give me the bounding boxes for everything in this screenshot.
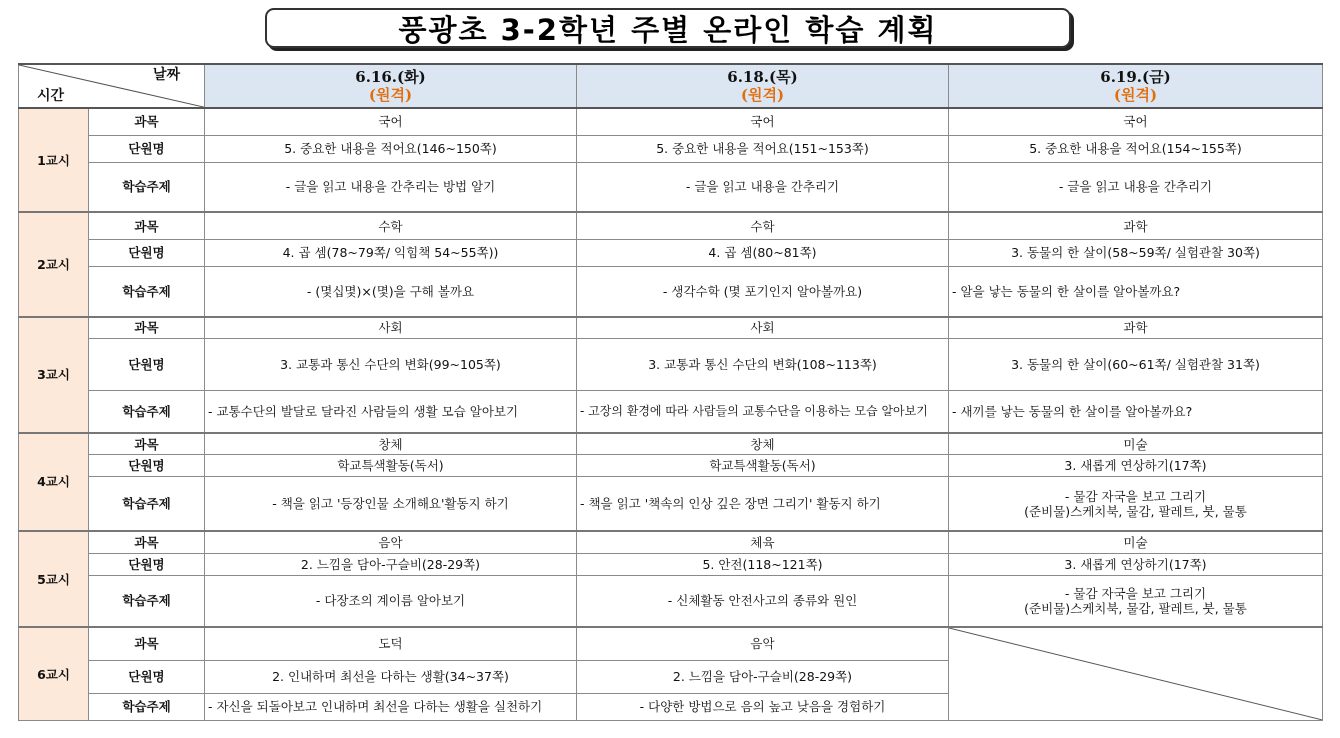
unit-cell: 3. 교통과 통신 수단의 변화(108~113쪽): [577, 339, 949, 391]
unit-cell: 3. 새롭게 연상하기(17쪽): [949, 455, 1323, 477]
subject-cell: 음악: [205, 531, 577, 553]
day-mode: (원격): [740, 86, 785, 105]
table-row: [19, 162, 1323, 212]
table-row: [19, 212, 1323, 239]
day-date: 6.18.(목): [727, 68, 798, 87]
table-row: [19, 553, 1323, 575]
page-title-box: [265, 8, 1071, 48]
subject-cell: 국어: [577, 108, 949, 135]
subject-cell: 수학: [577, 212, 949, 239]
table-row: [19, 108, 1323, 135]
topic-cell: - 다양한 방법으로 음의 높고 낮음을 경험하기: [577, 693, 949, 720]
row-label-unit: 단원명: [89, 660, 205, 693]
period-label-6: 6교시: [19, 627, 89, 720]
table-header-row: [19, 64, 1323, 108]
period-label-4: 4교시: [19, 433, 89, 531]
subject-cell: 국어: [205, 108, 577, 135]
table-row: [19, 317, 1323, 339]
subject-cell: 도덕: [205, 627, 577, 660]
topic-cell: - 책을 읽고 '책속의 인상 깊은 장면 그리기' 활동지 하기: [577, 477, 949, 531]
table-row: [19, 266, 1323, 316]
unit-cell: 3. 새롭게 연상하기(17쪽): [949, 553, 1323, 575]
row-label-subject: 과목: [89, 627, 205, 660]
topic-line: - 물감 자국을 보고 그리기: [1064, 488, 1207, 504]
unit-cell: 학교특색활동(독서): [577, 455, 949, 477]
unit-cell: 학교특색활동(독서): [205, 455, 577, 477]
row-label-subject: 과목: [89, 433, 205, 455]
day-date: 6.19.(금): [1100, 68, 1171, 87]
unit-cell: 5. 안전(118~121쪽): [577, 553, 949, 575]
topic-cell: - 글을 읽고 내용을 간추리는 방법 알기: [205, 162, 577, 212]
topic-cell: - 새끼를 낳는 동물의 한 살이를 알아볼까요?: [949, 391, 1323, 433]
page-title: 풍광초 3-2학년 주별 온라인 학습 계획: [398, 12, 938, 47]
topic-cell: - 자신을 되돌아보고 인내하며 최선을 다하는 생활을 실천하기: [205, 693, 577, 720]
row-label-topic: 학습주제: [89, 693, 205, 720]
subject-cell: 사회: [577, 317, 949, 339]
topic-cell: - 알을 낳는 동물의 한 살이를 알아볼까요?: [949, 266, 1323, 316]
row-label-subject: 과목: [89, 317, 205, 339]
row-label-subject: 과목: [89, 108, 205, 135]
day-date: 6.16.(화): [355, 68, 426, 87]
topic-cell: - 신체활동 안전사고의 종류와 원인: [577, 575, 949, 627]
row-label-topic: 학습주제: [89, 266, 205, 316]
weekly-plan-table: [18, 63, 1323, 721]
unit-cell: 5. 중요한 내용을 적어요(146~150쪽): [205, 135, 577, 162]
topic-cell: - 교통수단의 발달로 달라진 사람들의 생활 모습 알아보기: [205, 391, 577, 433]
unit-cell: 2. 느낌을 담아-구슬비(28-29쪽): [577, 660, 949, 693]
topic-cell: - 글을 읽고 내용을 간추리기: [949, 162, 1323, 212]
unit-cell: 2. 느낌을 담아-구슬비(28-29쪽): [205, 553, 577, 575]
topic-cell: - 글을 읽고 내용을 간추리기: [577, 162, 949, 212]
row-label-unit: 단원명: [89, 339, 205, 391]
subject-cell: 체육: [577, 531, 949, 553]
subject-cell: 창체: [577, 433, 949, 455]
subject-cell: 국어: [949, 108, 1323, 135]
subject-cell: 미술: [949, 433, 1323, 455]
table-row: [19, 433, 1323, 455]
subject-cell: 과학: [949, 212, 1323, 239]
topic-cell: - 책을 읽고 '등장인물 소개해요'활동지 하기: [205, 477, 577, 531]
row-label-subject: 과목: [89, 531, 205, 553]
time-axis-label: 시간: [37, 88, 65, 105]
row-label-topic: 학습주제: [89, 477, 205, 531]
row-label-topic: 학습주제: [89, 575, 205, 627]
table-row: [19, 391, 1323, 433]
subject-cell: 음악: [577, 627, 949, 660]
day-header-2: [577, 64, 949, 108]
topic-cell: [949, 575, 1323, 627]
row-label-unit: 단원명: [89, 135, 205, 162]
day-mode: (원격): [1113, 86, 1158, 105]
table-row: [19, 477, 1323, 531]
topic-cell: [949, 477, 1323, 531]
topic-line: - 물감 자국을 보고 그리기: [1064, 585, 1207, 601]
table-row: [19, 627, 1323, 660]
empty-diagonal-cell: [949, 627, 1323, 720]
topic-cell: - 고장의 환경에 따라 사람들의 교통수단을 이용하는 모습 알아보기: [577, 391, 949, 433]
supplies-line: (준비물)스케치북, 물감, 팔레트, 붓, 물통: [1024, 600, 1247, 616]
day-header-1: [205, 64, 577, 108]
subject-cell: 과학: [949, 317, 1323, 339]
date-axis-label: 날짜: [152, 67, 180, 83]
subject-cell: 수학: [205, 212, 577, 239]
subject-cell: 미술: [949, 531, 1323, 553]
day-header-3: [949, 64, 1323, 108]
subject-cell: 창체: [205, 433, 577, 455]
row-label-unit: 단원명: [89, 239, 205, 266]
table-row: [19, 339, 1323, 391]
unit-cell: 3. 동물의 한 살이(60~61쪽/ 실험관찰 31쪽): [949, 339, 1323, 391]
row-label-subject: 과목: [89, 212, 205, 239]
unit-cell: 2. 인내하며 최선을 다하는 생활(34~37쪽): [205, 660, 577, 693]
subject-cell: 사회: [205, 317, 577, 339]
row-label-topic: 학습주제: [89, 162, 205, 212]
period-label-1: 1교시: [19, 108, 89, 212]
unit-cell: 5. 중요한 내용을 적어요(154~155쪽): [949, 135, 1323, 162]
row-label-unit: 단원명: [89, 455, 205, 477]
table-row: [19, 239, 1323, 266]
table-row: [19, 575, 1323, 627]
unit-cell: 4. 곱 셈(80~81쪽): [577, 239, 949, 266]
topic-cell: - (몇십몇)×(몇)을 구해 볼까요: [205, 266, 577, 316]
unit-cell: 3. 교통과 통신 수단의 변화(99~105쪽): [205, 339, 577, 391]
period-label-3: 3교시: [19, 317, 89, 433]
row-label-unit: 단원명: [89, 553, 205, 575]
unit-cell: 3. 동물의 한 살이(58~59쪽/ 실험관찰 30쪽): [949, 239, 1323, 266]
table-row: [19, 135, 1323, 162]
unit-cell: 5. 중요한 내용을 적어요(151~153쪽): [577, 135, 949, 162]
unit-cell: 4. 곱 셈(78~79쪽/ 익힘책 54~55쪽)): [205, 239, 577, 266]
period-label-5: 5교시: [19, 531, 89, 627]
table-row: [19, 455, 1323, 477]
topic-cell: - 다장조의 계이름 알아보기: [205, 575, 577, 627]
corner-header-cell: [19, 64, 205, 108]
topic-cell: - 생각수학 (몇 포기인지 알아볼까요): [577, 266, 949, 316]
period-label-2: 2교시: [19, 212, 89, 316]
table-row: [19, 531, 1323, 553]
supplies-line: (준비물)스케치북, 물감, 팔레트, 붓, 물통: [1024, 503, 1247, 519]
empty-cell-diagonal-line: [949, 628, 1322, 720]
row-label-topic: 학습주제: [89, 391, 205, 433]
day-mode: (원격): [368, 86, 413, 105]
